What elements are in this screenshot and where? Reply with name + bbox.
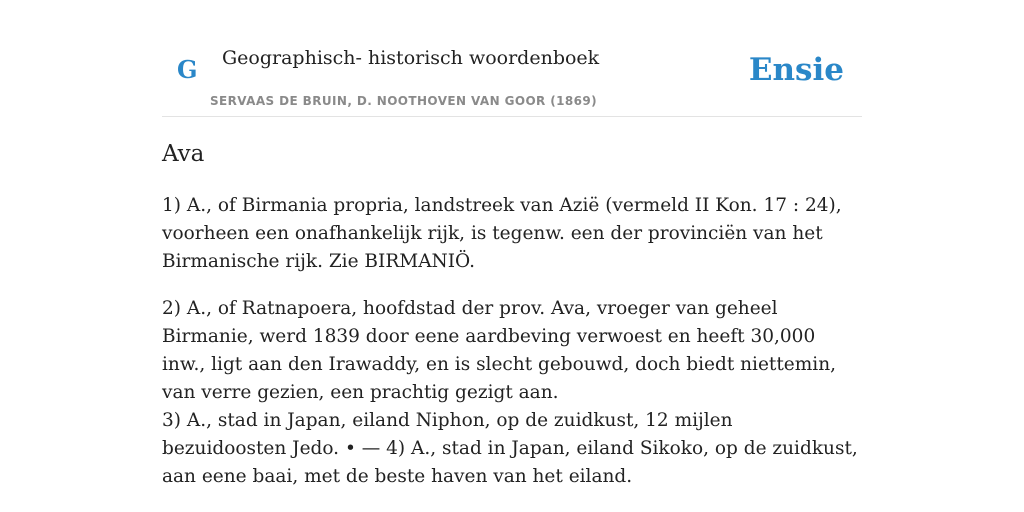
entry-body	[162, 192, 862, 491]
book-letter-badge[interactable]: G	[177, 55, 198, 84]
ensie-logo[interactable]: Ensie	[748, 52, 844, 88]
entry-paragraph: 1) A., of Birmania propria, landstreek van Azië (vermeld II Kon. 17 : 24), voorheen een onafhankelijk rijk, is tegenw. een der provinciën van het Birmanische rijk. Zie BIRMANIÖ.	[162, 195, 842, 272]
book-title-link[interactable]: Geographisch- historisch woordenboek	[222, 47, 600, 69]
book-header	[162, 0, 862, 117]
page-container	[162, 0, 862, 487]
book-author-line: SERVAAS DE BRUIN, D. NOOTHOVEN VAN GOOR (1869)	[210, 94, 598, 108]
entry-paragraph: 2) A., of Ratnapoera, hoofdstad der prov. Ava, vroeger van geheel Birmanie, werd 1839 door eene aardbeving verwoest en heeft 30,000 inw., ligt aan den Irawaddy, en is slecht gebouwd, doch biedt niettemin, van verre gezien, een prachtig gezigt aan.	[162, 298, 836, 403]
entry-paragraph: 3) A., stad in Japan, eiland Niphon, op de zuidkust, 12 mijlen bezuidoosten Jedo. • — 4) A., stad in Japan, eiland Sikoko, op de zuidkust, aan eene baai, met de beste haven van het eiland.	[162, 410, 858, 487]
entry-title: Ava	[162, 141, 205, 167]
